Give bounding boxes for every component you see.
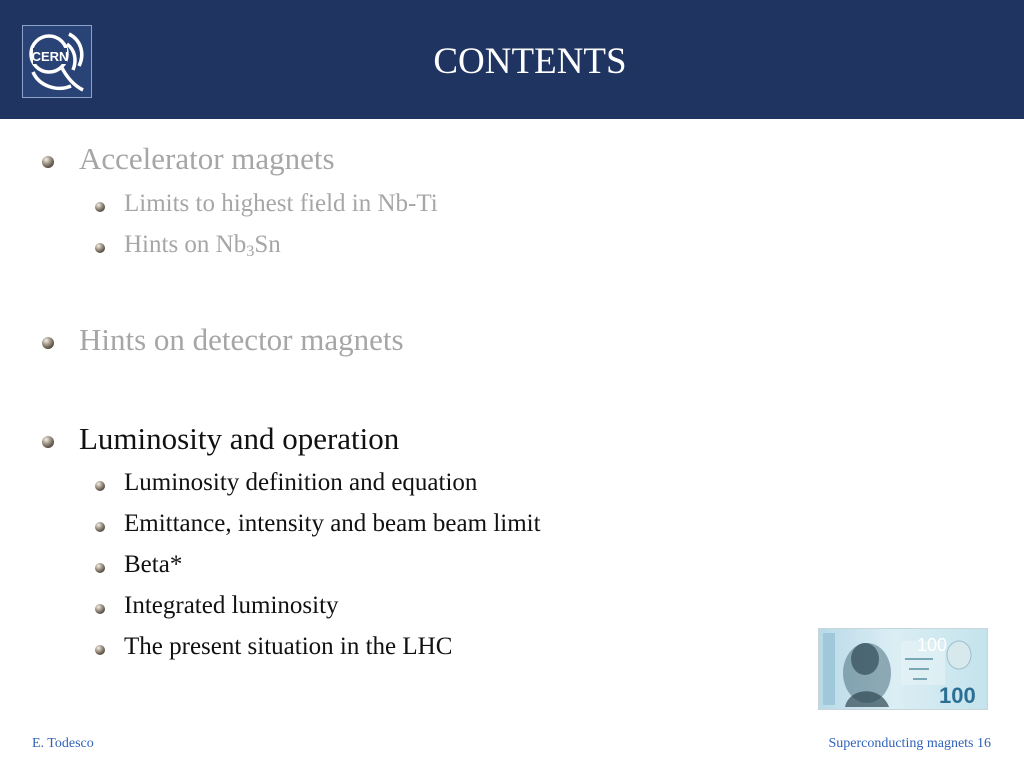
bullet-icon: [42, 436, 54, 448]
banknote-denomination-bottom: 100: [939, 683, 976, 708]
contents-subitem-beta-star: Beta*: [124, 551, 183, 578]
bullet-icon: [42, 156, 54, 168]
footer-course: Superconducting magnets: [828, 736, 974, 751]
bullet-icon: [95, 522, 105, 532]
bullet-icon: [95, 243, 105, 253]
footer-course-page: [828, 736, 991, 752]
cern-logo-text: CERN: [31, 49, 69, 64]
page-number: 16: [977, 736, 991, 751]
contents-subitem-integrated-luminosity: Integrated luminosity: [124, 592, 339, 619]
banknote-denomination-top: 100: [917, 635, 948, 655]
contents-subitem-hints-nb3sn: Hints on $Nb_3Sn$: [124, 231, 281, 261]
slide-header: [0, 0, 1024, 119]
footer-author: E. Todesco: [32, 736, 94, 751]
bullet-icon: [95, 645, 105, 655]
cern-logo: [22, 25, 92, 98]
contents-subitem-limits-nbti: Limits to highest field in Nb-Ti: [124, 190, 438, 217]
bullet-icon: [95, 604, 105, 614]
bullet-icon: [95, 481, 105, 491]
contents-subitem-luminosity-definition: Luminosity definition and equation: [124, 469, 478, 496]
bullet-icon: [95, 563, 105, 573]
bullet-icon: [42, 337, 54, 349]
banknote-image: [818, 628, 988, 710]
slide-title: CONTENTS: [433, 41, 627, 82]
contents-item-detector-magnets: Hints on detector magnets: [79, 322, 404, 357]
bullet-icon: [95, 202, 105, 212]
contents-subitem-lhc-situation: The present situation in the LHC: [124, 633, 453, 660]
contents-item-luminosity-operation: Luminosity and operation: [79, 421, 400, 456]
contents-subitem-emittance: Emittance, intensity and beam beam limit: [124, 510, 541, 537]
contents-item-accelerator-magnets: Accelerator magnets: [79, 141, 335, 176]
